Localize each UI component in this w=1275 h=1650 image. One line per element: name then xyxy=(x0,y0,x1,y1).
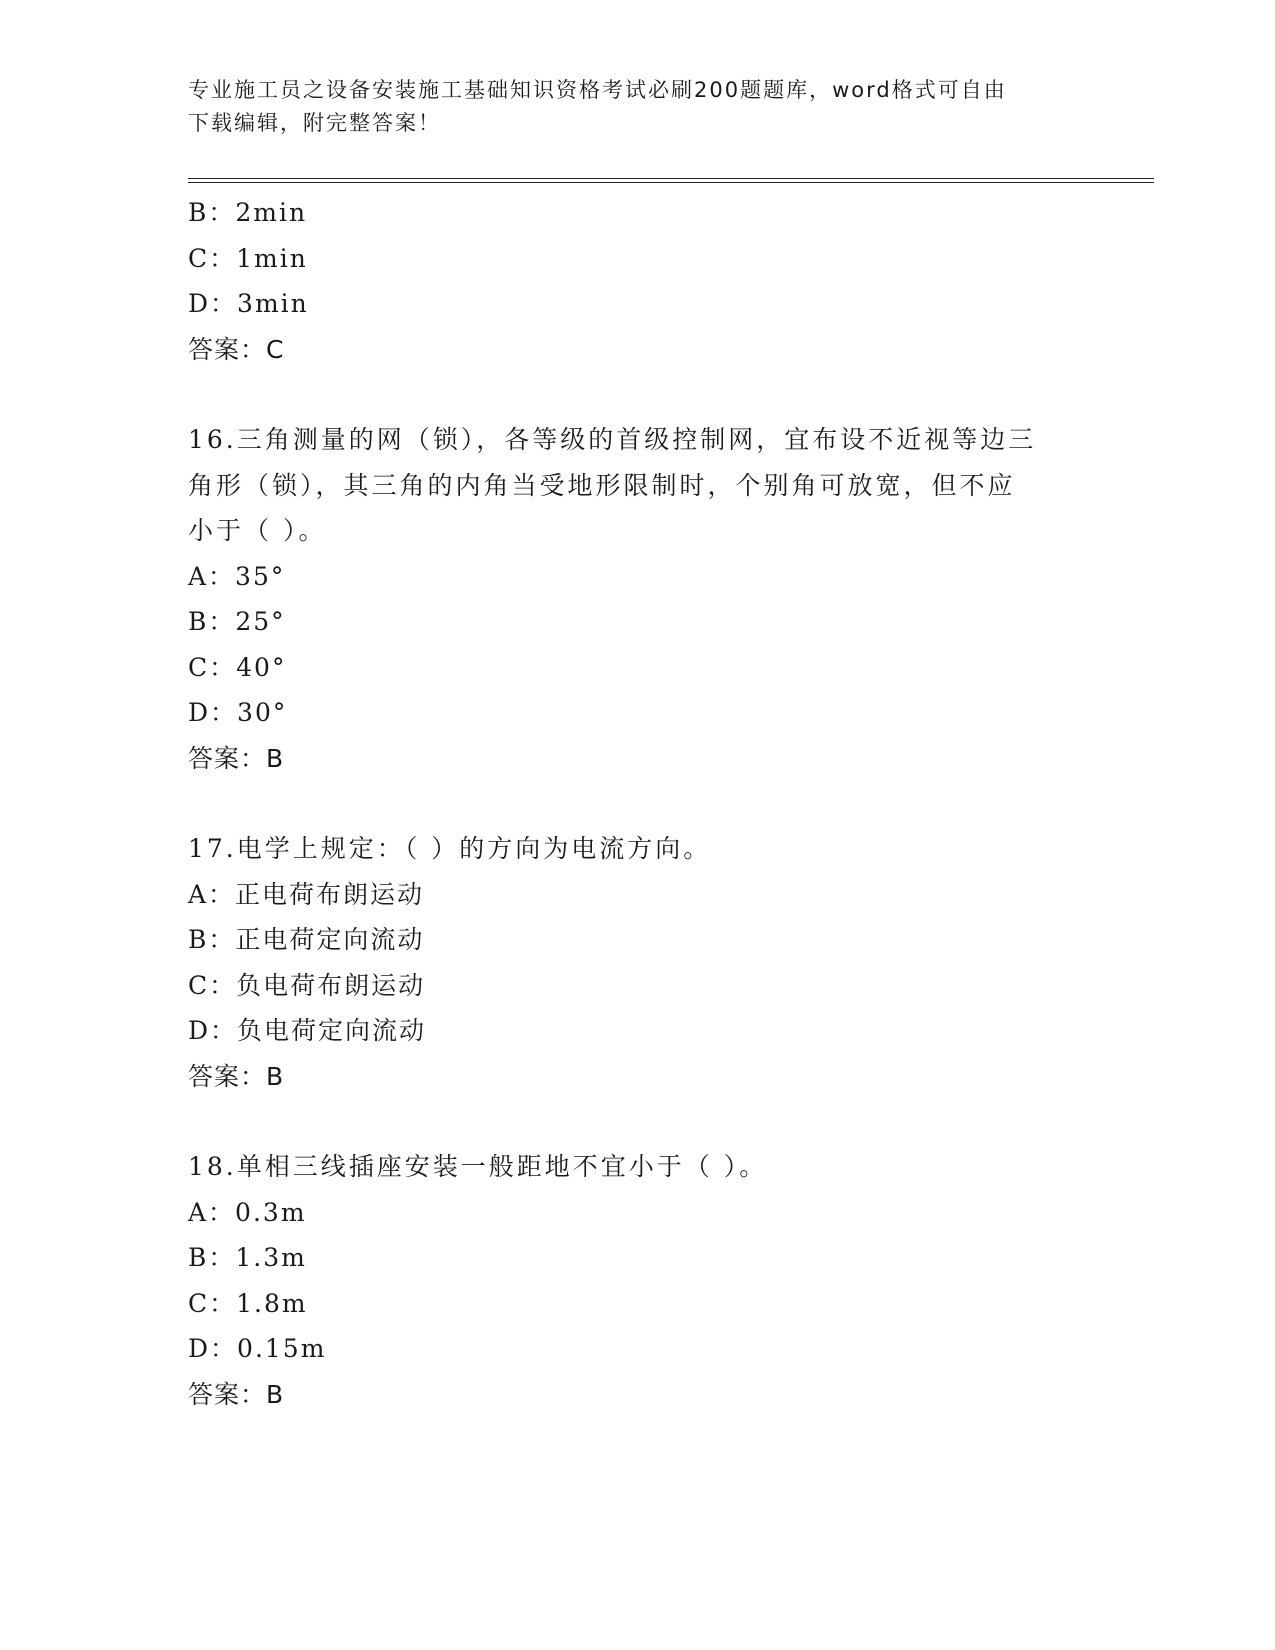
question-text-line: 18.单相三线插座安装一般距地不宜小于（ ）。 xyxy=(188,1152,768,1181)
answer-line: 答案：B xyxy=(188,1379,285,1409)
header-rule-bottom xyxy=(188,182,1154,183)
option-c: C：负电荷布朗运动 xyxy=(188,970,426,1000)
page-header xyxy=(188,74,1068,140)
option-d: D：3min xyxy=(188,289,309,318)
question-text-line: 17.电学上规定：（ ）的方向为电流方向。 xyxy=(188,834,712,863)
question-text-line: 角形（锁），其三角的内角当受地形限制时，个别角可放宽，但不应 xyxy=(188,470,1016,500)
option-a: A：正电荷布朗运动 xyxy=(188,879,425,909)
option-a: A：35° xyxy=(188,561,286,591)
question-17 xyxy=(188,826,1088,1099)
option-d: D：负电荷定向流动 xyxy=(188,1016,427,1045)
option-d: D：0.15m xyxy=(188,1334,327,1363)
answer-line: 答案：B xyxy=(188,743,285,773)
option-b: B：正电荷定向流动 xyxy=(188,925,425,954)
option-d: D：30° xyxy=(188,698,288,727)
option-b: B：25° xyxy=(188,607,286,636)
option-b: B：1.3m xyxy=(188,1243,307,1272)
header-rule-top xyxy=(188,178,1154,179)
question-content xyxy=(188,190,1088,1417)
answer-line: 答案：C xyxy=(188,334,285,364)
header-line-2: 下载编辑，附完整答案！ xyxy=(188,111,441,135)
option-a: A：0.3m xyxy=(188,1197,307,1227)
option-b: B：2min xyxy=(188,198,308,227)
question-15-continued xyxy=(188,190,1088,372)
option-c: C：40° xyxy=(188,652,287,682)
question-text-line: 小于（ ）。 xyxy=(188,516,327,545)
header-line-1: 专业施工员之设备安装施工基础知识资格考试必刷200题题库，word格式可自由 xyxy=(188,78,1007,102)
option-c: C：1min xyxy=(188,243,308,273)
option-c: C：1.8m xyxy=(188,1288,308,1318)
question-text-line: 16.三角测量的网（锁），各等级的首级控制网，宜布设不近视等边三 xyxy=(188,425,1037,454)
answer-line: 答案：B xyxy=(188,1061,285,1091)
question-16 xyxy=(188,417,1088,781)
question-18 xyxy=(188,1144,1088,1417)
